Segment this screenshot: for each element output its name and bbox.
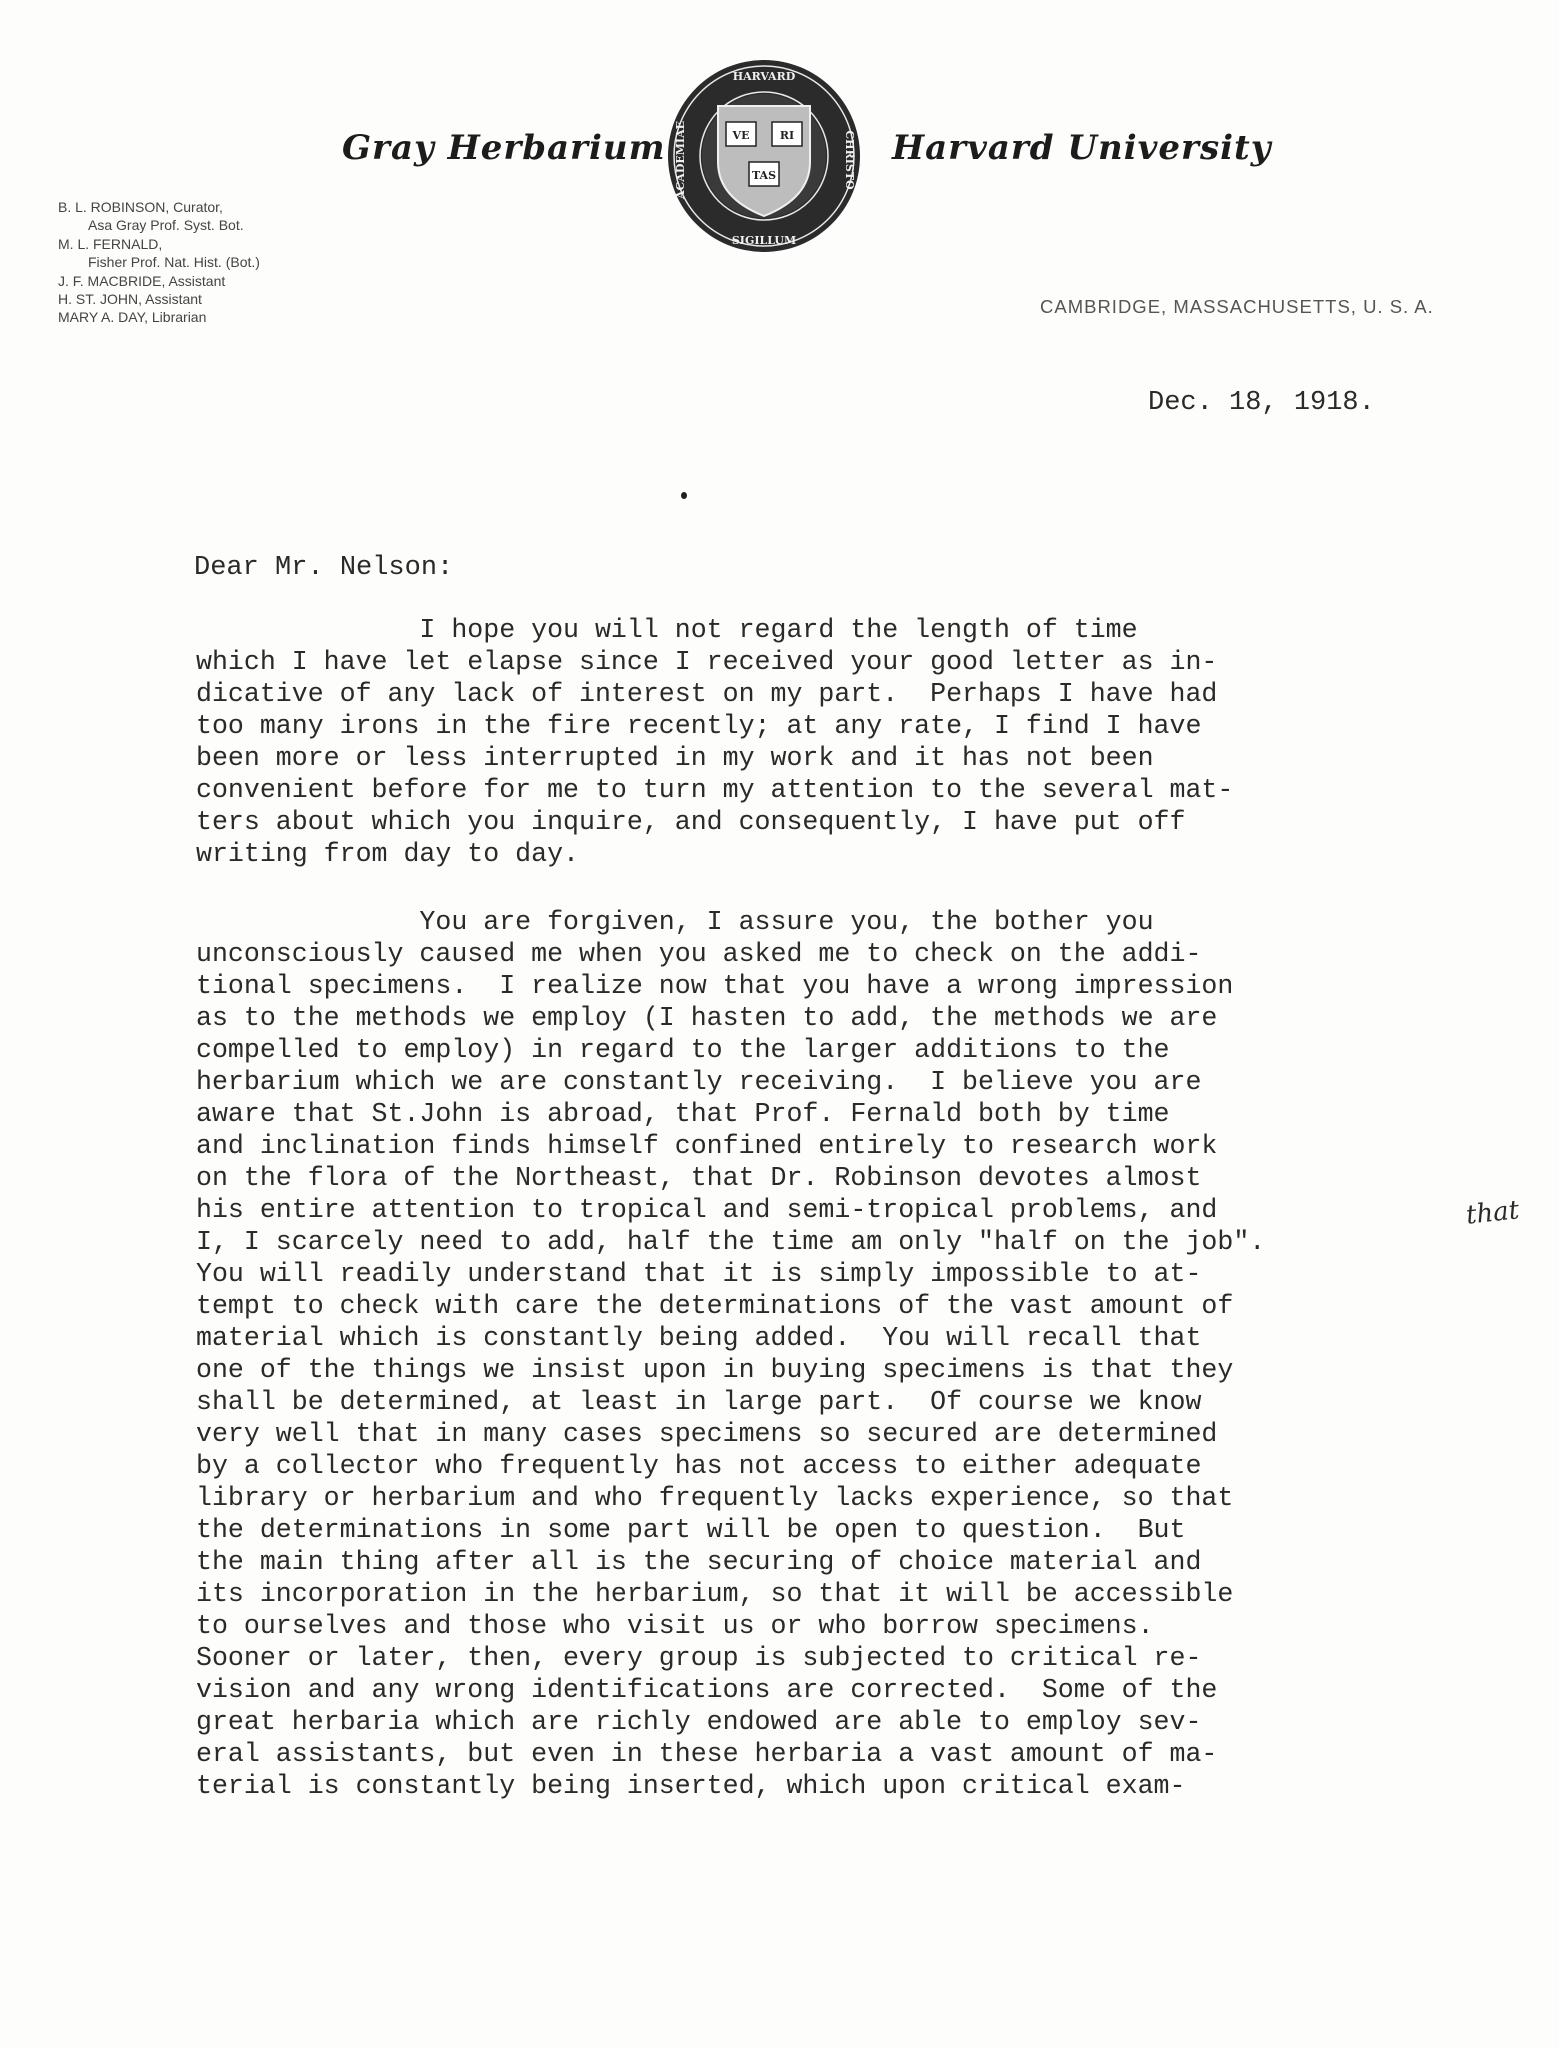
paragraph-line: compelled to employ) in regard to the larger additions to the xyxy=(196,1035,1170,1065)
paragraph-line: aware that St.John is abroad, that Prof. Fernald both by time xyxy=(196,1099,1170,1129)
paragraph-line: been more or less interrupted in my work and it has not been xyxy=(196,743,1154,773)
paragraph-line: material which is constantly being added. You will recall that xyxy=(196,1323,1202,1353)
svg-text:SIGILLUM: SIGILLUM xyxy=(731,234,797,247)
svg-text:ACADEMIAE: ACADEMIAE xyxy=(674,121,687,199)
paragraph-line: his entire attention to tropical and semi-tropical problems, and xyxy=(196,1195,1218,1225)
paragraph-line: tional specimens. I realize now that you have a wrong impression xyxy=(196,971,1234,1001)
paragraph-line: unconsciously caused me when you asked me to check on the addi- xyxy=(196,939,1202,969)
svg-text:CHRISTO: CHRISTO xyxy=(843,130,856,190)
staff-line: Fisher Prof. Nat. Hist. (Bot.) xyxy=(88,254,260,271)
staff-line: B. L. ROBINSON, Curator, xyxy=(58,199,223,215)
svg-text:HARVARD: HARVARD xyxy=(732,70,796,83)
paragraph-line: the main thing after all is the securing of choice material and xyxy=(196,1547,1202,1577)
harvard-seal-logo xyxy=(666,58,862,254)
paragraph-line: shall be determined, at least in large part. Of course we know xyxy=(196,1387,1202,1417)
ink-dot xyxy=(681,492,687,499)
svg-text:TAS: TAS xyxy=(751,169,777,182)
staff-line: H. ST. JOHN, Assistant xyxy=(58,291,202,308)
paragraph-line: very well that in many cases specimens so secured are determined xyxy=(196,1419,1218,1449)
paragraph-line: and inclination finds himself confined entirely to research work xyxy=(196,1131,1218,1161)
paragraph-line: as to the methods we employ (I hasten to add, the methods we are xyxy=(196,1003,1218,1033)
svg-text:VE: VE xyxy=(732,129,750,142)
staff-line: J. F. MACBRIDE, Assistant xyxy=(58,272,226,289)
paragraph-line: tempt to check with care the determinations of the vast amount of xyxy=(196,1291,1234,1321)
staff-line: MARY A. DAY, Librarian xyxy=(58,309,207,326)
paragraph-line: to ourselves and those who visit us or who borrow specimens. xyxy=(196,1611,1154,1641)
paragraph-line: dicative of any lack of interest on my part. Perhaps I have had xyxy=(196,679,1218,709)
paragraph-line: the determinations in some part will be open to question. But xyxy=(196,1515,1186,1545)
letterhead-left-title: Gray Herbarium xyxy=(342,128,666,168)
paragraph-line: I hope you will not regard the length of time xyxy=(196,615,1138,645)
letter-paragraph-1 xyxy=(196,614,1496,870)
paragraph-line: ters about which you inquire, and consequently, I have put off xyxy=(196,807,1186,837)
staff-line: Asa Gray Prof. Syst. Bot. xyxy=(88,217,244,234)
paragraph-line: You are forgiven, I assure you, the bother you xyxy=(196,907,1154,937)
paragraph-line: eral assistants, but even in these herbaria a vast amount of ma- xyxy=(196,1739,1218,1769)
paragraph-line: great herbaria which are richly endowed are able to employ sev- xyxy=(196,1707,1202,1737)
paragraph-line: which I have let elapse since I received your good letter as in- xyxy=(196,647,1218,677)
letterhead-right-title: Harvard University xyxy=(892,128,1272,168)
staff-line: M. L. FERNALD, xyxy=(58,235,163,252)
paragraph-line: its incorporation in the herbarium, so that it will be accessible xyxy=(196,1579,1234,1609)
paragraph-line: herbarium which we are constantly receiving. I believe you are xyxy=(196,1067,1202,1097)
letter-salutation: Dear Mr. Nelson: xyxy=(194,553,454,583)
staff-list xyxy=(58,198,358,327)
paragraph-line: terial is constantly being inserted, which upon critical exam- xyxy=(196,1771,1186,1801)
paragraph-line: writing from day to day. xyxy=(196,839,580,869)
handwritten-margin-note: that xyxy=(1464,1195,1521,1231)
letter-paragraph-2 xyxy=(196,906,1496,1802)
paragraph-line: convenient before for me to turn my attention to the several mat- xyxy=(196,775,1234,805)
paragraph-line: one of the things we insist upon in buying specimens is that they xyxy=(196,1355,1234,1385)
paragraph-line: vision and any wrong identifications are corrected. Some of the xyxy=(196,1675,1218,1705)
paragraph-line: on the flora of the Northeast, that Dr. Robinson devotes almost xyxy=(196,1163,1202,1193)
svg-text:RI: RI xyxy=(779,129,795,142)
paragraph-line: too many irons in the fire recently; at any rate, I find I have xyxy=(196,711,1202,741)
paragraph-line: Sooner or later, then, every group is subjected to critical re- xyxy=(196,1643,1202,1673)
letter-date: Dec. 18, 1918. xyxy=(1148,388,1375,418)
paragraph-line: library or herbarium and who frequently lacks experience, so that xyxy=(196,1483,1234,1513)
paragraph-line: I, I scarcely need to add, half the time am only "half on the job". xyxy=(196,1227,1266,1257)
letterhead-address: CAMBRIDGE, MASSACHUSETTS, U. S. A. xyxy=(1040,296,1434,317)
paragraph-line: by a collector who frequently has not access to either adequate xyxy=(196,1451,1202,1481)
paragraph-line: You will readily understand that it is simply impossible to at- xyxy=(196,1259,1202,1289)
